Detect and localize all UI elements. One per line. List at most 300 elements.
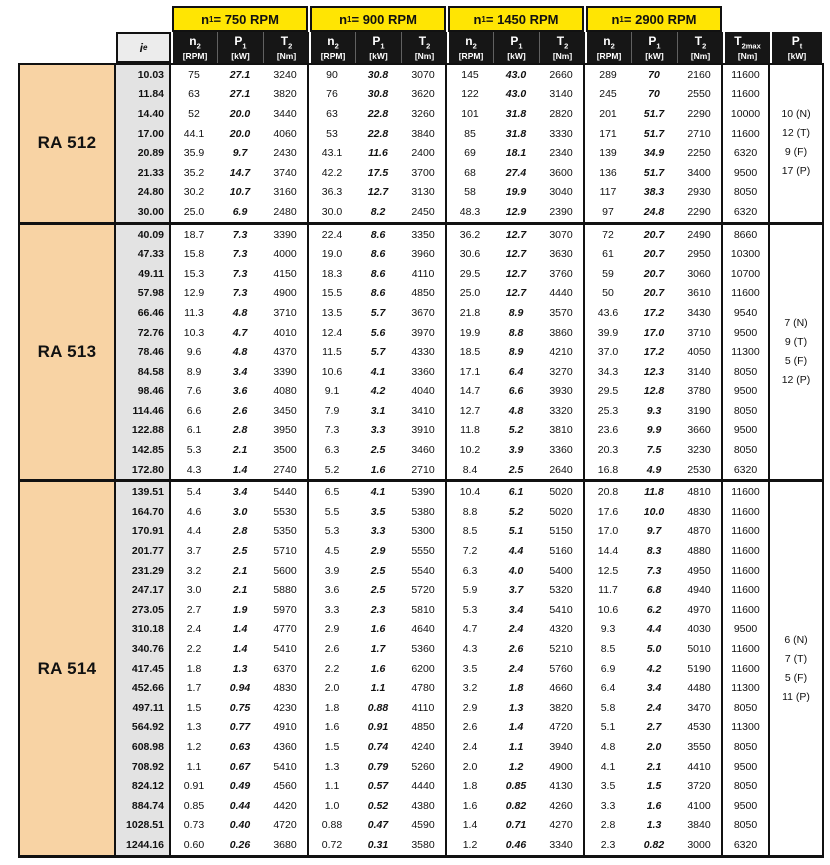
cell-n2: 0.73 — [183, 819, 205, 832]
speed-symbol: n — [339, 11, 348, 27]
cell-p1: 0.82 — [643, 838, 665, 851]
cell-p1: 2.3 — [370, 603, 386, 616]
speed-value: 750 — [224, 11, 247, 27]
cell-t2: 5970 — [263, 600, 309, 620]
column-header-n2-subscript: 2 — [196, 41, 201, 51]
cell-n2: 21.8 — [459, 306, 481, 319]
cell-t2: 5550 — [401, 541, 447, 561]
cell-n2: 85 — [464, 127, 476, 140]
cell-n2: 1.7 — [186, 682, 202, 695]
cell-n2: 8.5 — [600, 643, 616, 656]
row-ie-ratio: 10.03 — [116, 65, 171, 85]
cell-p1: 12.7 — [505, 287, 527, 300]
row-ie-ratio: 201.77 — [116, 541, 171, 561]
pt-ratings — [770, 482, 822, 854]
row-ie-ratio: 310.18 — [116, 620, 171, 640]
cell-n2: 6.9 — [600, 662, 616, 675]
cell-t2: 5540 — [401, 561, 447, 581]
cell-p1: 8.6 — [370, 248, 386, 261]
cell-t2: 4910 — [263, 718, 309, 738]
cell-t2max: 11300 — [723, 342, 770, 362]
cell-n2: 2.6 — [462, 721, 478, 734]
column-header-t2-unit: [Nm] — [690, 50, 711, 61]
row-ie-ratio: 417.45 — [116, 659, 171, 679]
column-header-p1-letter: P — [510, 33, 519, 48]
cell-t2: 4260 — [539, 796, 585, 816]
cell-t2: 3320 — [539, 401, 585, 421]
cell-t2: 4940 — [677, 580, 723, 600]
cell-p1: 0.52 — [367, 799, 389, 812]
column-header-p1-subscript: 1 — [656, 41, 661, 51]
cell-n2: 7.6 — [186, 385, 202, 398]
cell-p1: 7.5 — [646, 444, 662, 457]
cell-p1: 2.5 — [508, 463, 524, 476]
cell-t2: 4370 — [263, 342, 309, 362]
cell-p1: 27.1 — [229, 68, 251, 81]
cell-t2: 4050 — [677, 342, 723, 362]
cell-n2: 3.2 — [186, 564, 202, 577]
cell-t2max: 9500 — [723, 796, 770, 816]
cell-t2max: 11600 — [723, 482, 770, 502]
cell-p1: 1.8 — [508, 682, 524, 695]
speed-symbol-sub: 1 — [209, 14, 214, 24]
cell-t2: 3070 — [539, 225, 585, 245]
row-ie-ratio: 114.46 — [116, 401, 171, 421]
cell-n2: 2.6 — [324, 643, 340, 656]
cell-t2: 3140 — [539, 85, 585, 105]
cell-n2: 1.0 — [324, 799, 340, 812]
column-header-n2 — [311, 32, 355, 63]
column-header-pt-unit: [kW] — [787, 50, 807, 61]
cell-n2: 0.88 — [321, 819, 343, 832]
cell-t2: 3440 — [263, 104, 309, 124]
cell-p1: 8.6 — [370, 267, 386, 280]
cell-t2max: 6320 — [723, 202, 770, 222]
cell-t2: 2710 — [401, 460, 447, 480]
cell-p1: 18.1 — [505, 147, 527, 160]
cell-t2: 3630 — [539, 244, 585, 264]
cell-t2max: 11600 — [723, 541, 770, 561]
cell-t2: 5300 — [401, 522, 447, 542]
cell-t2: 4830 — [263, 678, 309, 698]
pt-rating-line: 5 (F) — [784, 355, 808, 368]
cell-n2: 17.1 — [459, 365, 481, 378]
row-ie-ratio: 78.46 — [116, 342, 171, 362]
cell-t2: 5880 — [263, 580, 309, 600]
cell-t2: 4150 — [263, 264, 309, 284]
cell-n2: 4.8 — [600, 740, 616, 753]
cell-n2: 5.4 — [186, 486, 202, 499]
cell-p1: 4.8 — [232, 346, 248, 359]
cell-p1: 6.6 — [508, 385, 524, 398]
cell-t2: 4660 — [539, 678, 585, 698]
cell-n2: 3.7 — [186, 545, 202, 558]
row-ie-ratio: 172.80 — [116, 460, 171, 480]
cell-p1: 1.1 — [370, 682, 386, 695]
cell-p1: 1.6 — [370, 463, 386, 476]
cell-n2: 25.0 — [183, 205, 205, 218]
column-header-p1-symbol — [648, 35, 660, 50]
cell-n2: 30.6 — [459, 248, 481, 261]
row-ie-ratio: 884.74 — [116, 796, 171, 816]
pt-rating-line: 9 (T) — [784, 336, 808, 349]
cell-p1: 8.3 — [646, 545, 662, 558]
cell-n2: 3.3 — [324, 603, 340, 616]
cell-t2: 5390 — [401, 482, 447, 502]
cell-p1: 0.75 — [229, 701, 251, 714]
cell-n2: 4.3 — [186, 463, 202, 476]
cell-p1: 0.46 — [505, 838, 527, 851]
column-header-n2-symbol — [327, 35, 339, 50]
cell-n2: 6.5 — [324, 486, 340, 499]
cell-n2: 1.8 — [462, 780, 478, 793]
cell-n2: 59 — [602, 267, 614, 280]
cell-n2: 17.6 — [597, 505, 619, 518]
cell-n2: 50 — [602, 287, 614, 300]
cell-n2: 12.7 — [459, 404, 481, 417]
cell-p1: 0.71 — [505, 819, 527, 832]
cell-t2: 2400 — [401, 143, 447, 163]
pt-rating-line: 17 (P) — [781, 165, 811, 178]
cell-n2: 15.5 — [321, 287, 343, 300]
column-header-t2-symbol — [419, 35, 431, 50]
cell-p1: 4.9 — [646, 463, 662, 476]
cell-p1: 11.6 — [368, 147, 388, 160]
speed-unit: RPM — [664, 11, 697, 27]
cell-t2: 3820 — [263, 85, 309, 105]
cell-n2: 6.3 — [462, 564, 478, 577]
cell-t2: 4720 — [263, 816, 309, 836]
cell-n2: 63 — [326, 107, 338, 120]
cell-n2: 4.1 — [600, 760, 616, 773]
column-header-p1-unit: [kW] — [507, 50, 526, 61]
cell-p1: 17.2 — [643, 306, 665, 319]
cell-p1: 3.7 — [508, 584, 524, 597]
cell-p1: 17.2 — [643, 346, 665, 359]
cell-n2: 2.3 — [600, 838, 616, 851]
column-header-t2-symbol — [281, 35, 293, 50]
cell-p1: 1.3 — [232, 662, 248, 675]
cell-t2max: 11600 — [723, 502, 770, 522]
cell-n2: 29.5 — [459, 267, 481, 280]
cell-t2: 4270 — [539, 816, 585, 836]
cell-n2: 35.2 — [183, 166, 205, 179]
cell-t2: 4850 — [401, 284, 447, 304]
cell-p1: 6.4 — [508, 365, 524, 378]
cell-n2: 58 — [464, 186, 476, 199]
cell-t2max: 10700 — [723, 264, 770, 284]
cell-t2: 3240 — [263, 65, 309, 85]
cell-n2: 14.7 — [459, 385, 481, 398]
cell-t2: 2290 — [677, 202, 723, 222]
cell-t2: 4440 — [539, 284, 585, 304]
cell-n2: 2.4 — [462, 740, 478, 753]
cell-n2: 5.3 — [462, 603, 478, 616]
cell-n2: 15.8 — [183, 248, 205, 261]
cell-p1: 2.1 — [232, 564, 248, 577]
cell-n2: 17.0 — [597, 525, 619, 538]
row-ie-ratio: 824.12 — [116, 776, 171, 796]
column-header-p1-subscript: 1 — [518, 41, 523, 51]
speed-symbol-sub: 1 — [619, 14, 624, 24]
cell-t2max: 11600 — [723, 284, 770, 304]
model-label: RA 512 — [20, 65, 116, 222]
cell-t2: 2340 — [539, 143, 585, 163]
cell-t2: 2450 — [401, 202, 447, 222]
cell-n2: 36.2 — [459, 228, 481, 241]
cell-p1: 14.7 — [229, 166, 251, 179]
cell-n2: 44.1 — [183, 127, 205, 140]
cell-p1: 4.2 — [370, 385, 386, 398]
row-ie-ratio: 47.33 — [116, 244, 171, 264]
speed-group-header — [448, 6, 584, 32]
cell-n2: 9.1 — [324, 385, 340, 398]
cell-t2: 3930 — [539, 382, 585, 402]
cell-n2: 1.3 — [324, 760, 340, 773]
column-header-n2-subscript: 2 — [610, 41, 615, 51]
ie-symbol: i — [139, 40, 143, 55]
row-ie-ratio: 21.33 — [116, 163, 171, 183]
header-spacer-model — [20, 32, 116, 63]
cell-t2: 2480 — [263, 202, 309, 222]
cell-t2: 4900 — [263, 284, 309, 304]
cell-p1: 24.8 — [643, 205, 665, 218]
cell-n2: 11.8 — [460, 424, 480, 437]
cell-n2: 1.6 — [462, 799, 478, 812]
cell-t2: 4420 — [263, 796, 309, 816]
column-header-t2max-subscript: 2max — [741, 41, 761, 51]
cell-t2: 5350 — [263, 522, 309, 542]
pt-rating-line: 5 (F) — [784, 671, 808, 684]
row-ie-ratio: 247.17 — [116, 580, 171, 600]
row-ie-ratio: 17.00 — [116, 124, 171, 144]
cell-t2max: 8050 — [723, 362, 770, 382]
cell-p1: 0.44 — [229, 799, 251, 812]
cell-p1: 7.3 — [646, 564, 662, 577]
cell-p1: 3.3 — [370, 525, 386, 538]
cell-t2: 5260 — [401, 757, 447, 777]
column-header-n2-unit: [RPM] — [458, 50, 484, 61]
speed-unit: RPM — [246, 11, 279, 27]
row-ie-ratio: 497.11 — [116, 698, 171, 718]
column-header-t2max-letter: T — [734, 33, 742, 48]
row-ie-ratio: 20.89 — [116, 143, 171, 163]
cell-n2: 1.8 — [324, 701, 340, 714]
cell-n2: 16.8 — [597, 463, 619, 476]
cell-n2: 35.9 — [183, 147, 205, 160]
cell-p1: 12.7 — [505, 248, 527, 261]
speed-group-header — [172, 6, 308, 32]
cell-t2max: 6320 — [723, 460, 770, 480]
cell-p1: 8.6 — [370, 287, 386, 300]
cell-n2: 1.5 — [324, 740, 340, 753]
cell-n2: 136 — [599, 166, 617, 179]
cell-t2: 3500 — [263, 440, 309, 460]
cell-p1: 1.9 — [232, 603, 248, 616]
cell-p1: 2.0 — [646, 740, 662, 753]
cell-n2: 201 — [599, 107, 617, 120]
cell-t2: 5010 — [677, 639, 723, 659]
cell-p1: 1.6 — [370, 662, 386, 675]
cell-p1: 19.9 — [505, 186, 527, 199]
cell-n2: 34.3 — [597, 365, 619, 378]
cell-p1: 20.0 — [229, 127, 251, 140]
cell-t2: 4810 — [677, 482, 723, 502]
column-header-p1 — [631, 32, 677, 63]
cell-t2: 4850 — [401, 718, 447, 738]
cell-t2: 3070 — [401, 65, 447, 85]
cell-p1: 3.3 — [370, 424, 386, 437]
speed-unit: RPM — [384, 11, 417, 27]
column-header-p1-letter: P — [648, 33, 657, 48]
cell-t2: 3340 — [539, 835, 585, 855]
cell-p1: 0.77 — [229, 721, 251, 734]
model-label: RA 513 — [20, 225, 116, 480]
cell-n2: 10.6 — [597, 603, 619, 616]
cell-t2: 4080 — [263, 382, 309, 402]
cell-n2: 11.5 — [322, 346, 342, 359]
cell-n2: 30.0 — [321, 205, 343, 218]
ratings-table — [18, 6, 824, 858]
pt-ratings — [770, 225, 822, 480]
cell-t2: 3820 — [539, 698, 585, 718]
cell-t2: 5710 — [263, 541, 309, 561]
cell-t2: 4480 — [677, 678, 723, 698]
cell-p1: 2.9 — [370, 545, 386, 558]
cell-t2: 3860 — [539, 323, 585, 343]
cell-p1: 1.5 — [646, 780, 662, 793]
cell-p1: 0.49 — [229, 780, 251, 793]
cell-n2: 8.5 — [462, 525, 478, 538]
column-header-row — [18, 32, 824, 63]
column-header-t2-subscript: 2 — [288, 41, 293, 51]
cell-p1: 9.9 — [646, 424, 662, 437]
cell-n2: 20.8 — [597, 486, 619, 499]
cell-n2: 72 — [602, 228, 614, 241]
cell-p1: 31.8 — [505, 107, 527, 120]
row-ie-ratio: 40.09 — [116, 225, 171, 245]
cell-t2: 4210 — [539, 342, 585, 362]
column-header-n2-subscript: 2 — [472, 41, 477, 51]
cell-t2max: 8050 — [723, 183, 770, 203]
row-ie-ratio: 142.85 — [116, 440, 171, 460]
cell-t2: 2530 — [677, 460, 723, 480]
cell-t2: 5410 — [539, 600, 585, 620]
cell-p1: 5.1 — [508, 525, 524, 538]
cell-n2: 6.4 — [600, 682, 616, 695]
cell-p1: 12.3 — [643, 365, 665, 378]
cell-t2: 3940 — [539, 737, 585, 757]
cell-t2max: 8660 — [723, 225, 770, 245]
cell-p1: 5.6 — [370, 326, 386, 339]
cell-n2: 1.8 — [186, 662, 202, 675]
speed-group-header — [586, 6, 722, 32]
cell-n2: 20.3 — [597, 444, 619, 457]
ie-column-header — [116, 32, 171, 63]
cell-n2: 15.3 — [183, 267, 205, 280]
cell-t2: 5360 — [401, 639, 447, 659]
cell-p1: 2.6 — [508, 643, 524, 656]
cell-p1: 2.1 — [232, 444, 248, 457]
cell-p1: 2.5 — [232, 545, 248, 558]
cell-t2: 3570 — [539, 303, 585, 323]
cell-n2: 18.3 — [321, 267, 343, 280]
cell-t2max: 6320 — [723, 143, 770, 163]
cell-p1: 2.1 — [232, 584, 248, 597]
row-ie-ratio: 122.88 — [116, 421, 171, 441]
column-header-t2-symbol — [695, 35, 707, 50]
table-body — [18, 63, 824, 858]
cell-t2: 4640 — [401, 620, 447, 640]
cell-p1: 9.7 — [232, 147, 248, 160]
header-spacer-left — [20, 6, 171, 32]
cell-p1: 2.5 — [370, 444, 386, 457]
cell-n2: 1.4 — [462, 819, 478, 832]
cell-t2: 3260 — [401, 104, 447, 124]
column-header-t2-subscript: 2 — [564, 41, 569, 51]
cell-p1: 0.94 — [229, 682, 251, 695]
cell-t2max: 9500 — [723, 620, 770, 640]
cell-t2: 3400 — [677, 163, 723, 183]
ie-symbol-sub: e — [142, 43, 148, 52]
cell-n2: 3.5 — [462, 662, 478, 675]
cell-p1: 1.4 — [232, 623, 248, 636]
cell-t2max: 11300 — [723, 678, 770, 698]
cell-p1: 0.88 — [367, 701, 389, 714]
speed-equals: = — [623, 11, 636, 27]
cell-t2: 4330 — [401, 342, 447, 362]
cell-t2: 5160 — [539, 541, 585, 561]
cell-p1: 2.4 — [646, 701, 662, 714]
cell-p1: 12.7 — [505, 267, 527, 280]
speed-symbol: n — [201, 11, 210, 27]
row-ie-ratio: 273.05 — [116, 600, 171, 620]
speed-equals: = — [485, 11, 498, 27]
cell-n2: 8.9 — [186, 365, 202, 378]
column-header-n2-unit: [RPM] — [182, 50, 208, 61]
cell-t2: 4530 — [677, 718, 723, 738]
cell-t2: 3360 — [401, 362, 447, 382]
column-header-pt-letter: P — [791, 33, 800, 48]
cell-p1: 31.8 — [505, 127, 527, 140]
cell-t2: 6200 — [401, 659, 447, 679]
cell-n2: 4.4 — [186, 525, 202, 538]
cell-t2: 5410 — [263, 639, 309, 659]
cell-t2: 4380 — [401, 796, 447, 816]
cell-n2: 245 — [599, 88, 617, 101]
cell-p1: 22.8 — [367, 107, 389, 120]
cell-t2: 3960 — [401, 244, 447, 264]
cell-t2: 4970 — [677, 600, 723, 620]
pt-rating-line: 9 (F) — [784, 146, 808, 159]
cell-p1: 2.8 — [232, 525, 248, 538]
cell-p1: 1.6 — [370, 623, 386, 636]
cell-n2: 43.1 — [321, 147, 343, 160]
column-header-t2max-unit: [Nm] — [737, 50, 758, 61]
cell-p1: 2.6 — [232, 404, 248, 417]
cell-n2: 0.91 — [183, 780, 205, 793]
cell-p1: 0.31 — [367, 838, 389, 851]
column-header-t2-symbol — [557, 35, 569, 50]
cell-n2: 76 — [326, 88, 338, 101]
cell-n2: 1.5 — [186, 701, 202, 714]
cell-p1: 3.4 — [508, 603, 524, 616]
cell-p1: 17.5 — [367, 166, 389, 179]
cell-n2: 289 — [599, 68, 617, 81]
cell-t2: 3350 — [401, 225, 447, 245]
cell-t2: 3140 — [677, 362, 723, 382]
cell-t2: 3600 — [539, 163, 585, 183]
